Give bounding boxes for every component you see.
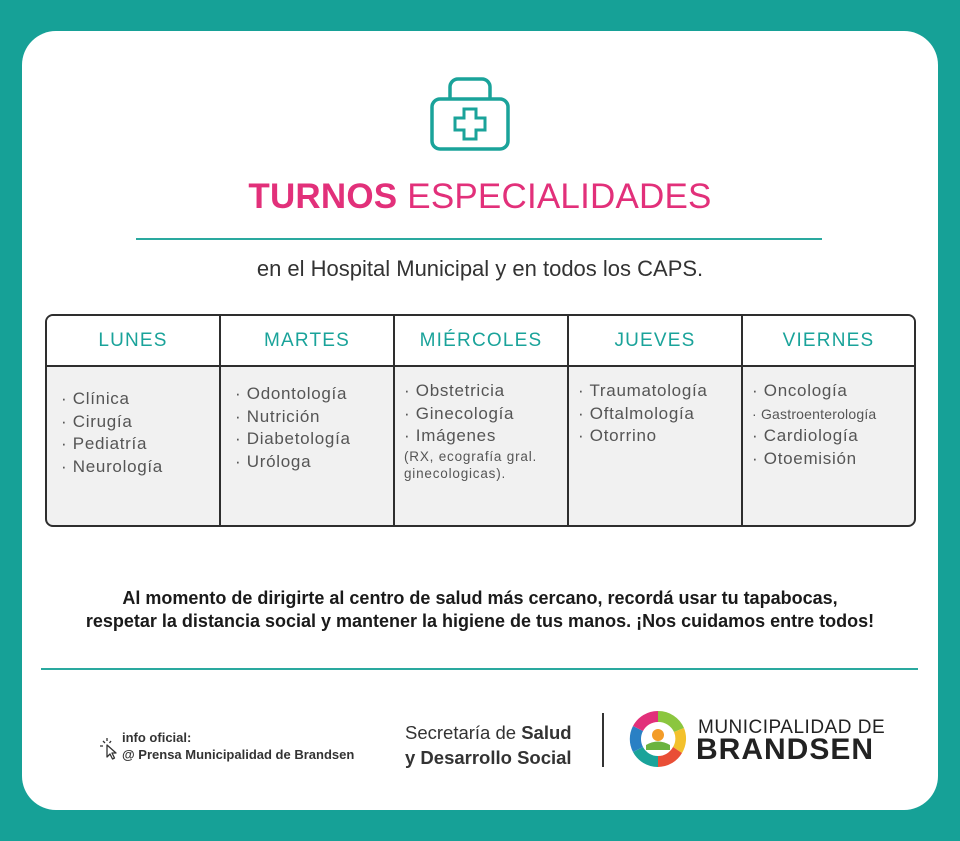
imaging-note: (RX, ecografía gral. — [404, 448, 538, 464]
day-column-friday — [743, 316, 914, 525]
secretaria-line1 — [405, 720, 572, 745]
title-light: ESPECIALIDADES — [407, 177, 712, 216]
specialty-item: · Ginecología — [404, 403, 515, 423]
title-divider — [136, 238, 822, 240]
day-column-thursday — [569, 316, 743, 525]
specialty-item: · Otorrino — [578, 426, 657, 445]
press-handle: @ Prensa Municipalidad de Brandsen — [122, 747, 355, 762]
secretaria-line2 — [405, 745, 572, 770]
specialty-item: · Pediatría — [61, 434, 148, 453]
reminder-line: respetar la distancia social y mantener la higiene de tus manos. ¡Nos cuidamos entre todos! — [85, 611, 875, 631]
secretaria-desarrollo: y Desarrollo Social — [405, 747, 572, 768]
secretaria-prefix: Secretaría de — [405, 722, 522, 743]
specialty-item: · Cirugía — [61, 411, 133, 431]
day-list — [47, 367, 219, 478]
specialty-item: · Diabetología — [235, 429, 351, 448]
specialty-item: · Cardiología — [752, 426, 859, 445]
page-title — [22, 177, 938, 217]
day-header: VIERNES — [743, 316, 914, 367]
day-header: MARTES — [221, 316, 393, 367]
day-list — [221, 367, 393, 473]
municipality-name: BRANDSEN — [696, 733, 875, 766]
secretaria-salud: Salud — [521, 722, 572, 743]
schedule-table — [45, 314, 916, 527]
specialty-item: · Odontología — [235, 384, 348, 403]
specialty-item: · Obstetricia — [404, 381, 505, 400]
municipality-label: MUNICIPALIDAD DE — [698, 717, 886, 738]
subtitle: en el Hospital Municipal y en todos los CAPS. — [256, 256, 704, 281]
specialty-item: · Traumatología — [578, 381, 708, 400]
health-reminder — [22, 587, 938, 633]
day-header: MIÉRCOLES — [395, 316, 567, 367]
footer-separator — [602, 713, 604, 767]
specialty-item: · Oncología — [752, 381, 848, 400]
footer-divider — [41, 668, 918, 670]
specialty-item: · Uróloga — [235, 451, 312, 471]
day-header: JUEVES — [569, 316, 741, 367]
reminder-line: Al momento de dirigirte al centro de salud más cercano, recordá usar tu tapabocas, — [122, 588, 838, 608]
specialty-item: · Oftalmología — [578, 403, 695, 423]
day-list — [569, 367, 741, 448]
day-column-wednesday — [395, 316, 569, 525]
cursor-click-icon — [100, 738, 118, 760]
imaging-note: ginecologicas). — [404, 465, 507, 481]
specialty-item: · Clínica — [61, 389, 130, 408]
specialty-item: · Neurología — [61, 456, 163, 476]
title-bold: TURNOS — [248, 177, 398, 216]
day-list — [395, 367, 567, 482]
day-column-monday — [47, 316, 221, 525]
day-column-tuesday — [221, 316, 395, 525]
medical-kit-icon — [428, 75, 512, 153]
day-header: LUNES — [47, 316, 219, 367]
brandsen-logo-icon — [627, 708, 689, 770]
specialty-item: · Gastroenterología — [752, 405, 877, 422]
secretaria-name — [405, 720, 572, 770]
specialty-item: · Nutrición — [235, 406, 321, 426]
specialty-item: · Otoemisión — [752, 448, 857, 468]
day-list — [743, 367, 914, 470]
flyer-card — [22, 31, 938, 810]
specialty-item: · Imágenes — [404, 426, 497, 445]
info-label: info oficial: — [122, 730, 192, 745]
